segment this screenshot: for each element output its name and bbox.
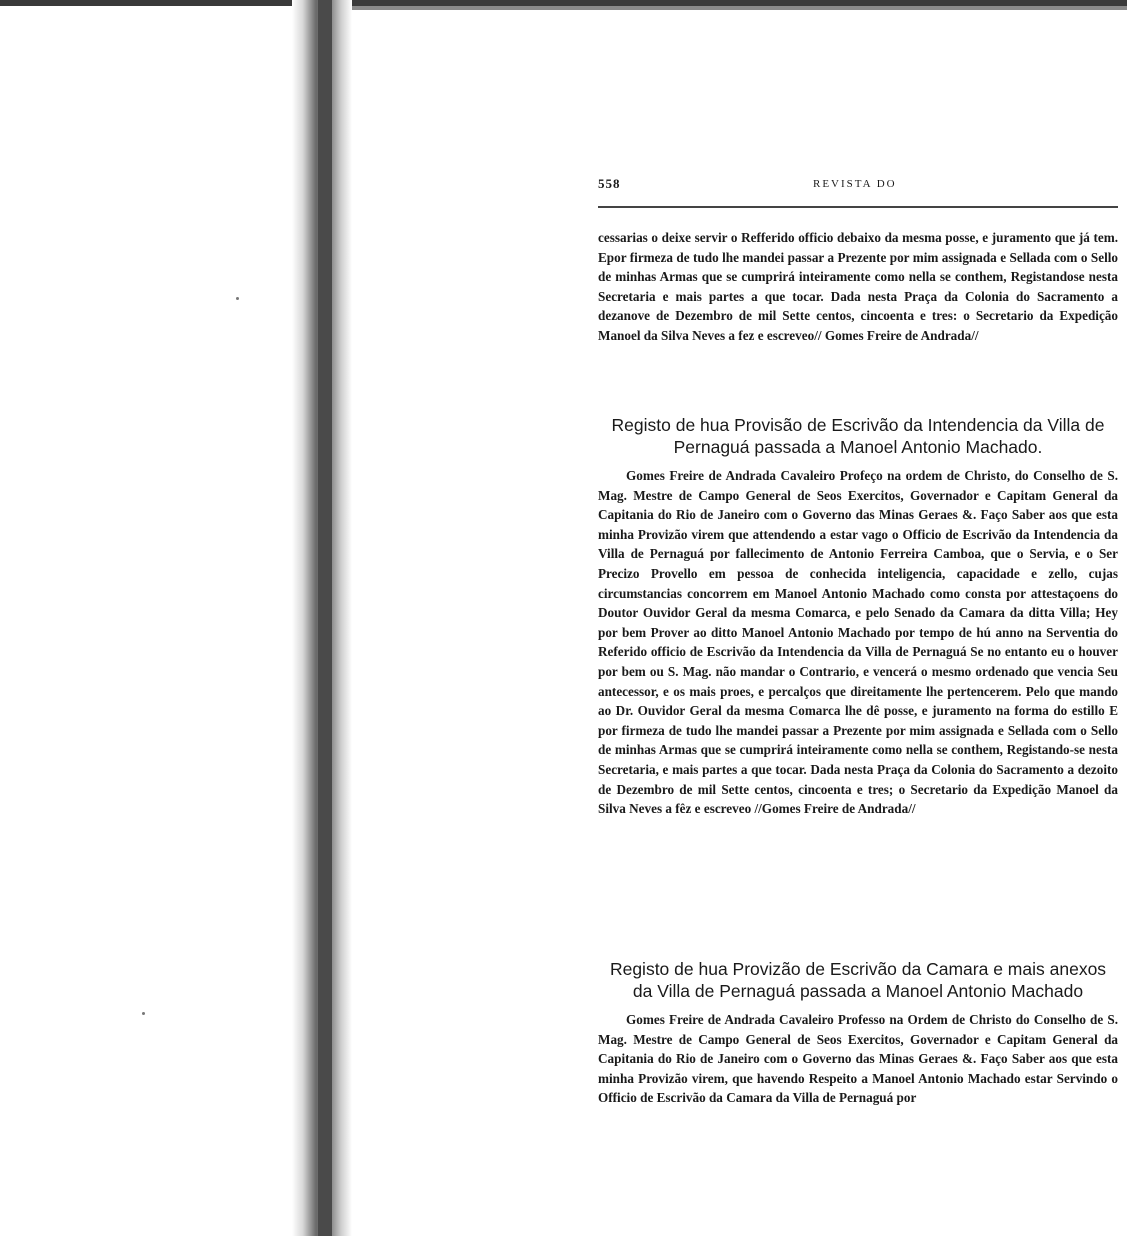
section-body-intendencia: Gomes Freire de Andrada Cavaleiro Profeço na ordem de Christo, do Conselho de S. Mag. Mestre de Campo General de Seos Exercitos, Governador e Capitam General da Capitania do Rio de Janeiro com o Governo das Minas Geraes &. Faço Saber aos que esta minha Provizão virem que attendendo a estar vago o Officio de Escrivão da Intendencia da Villa de Pernaguá por fallecimento de Antonio Ferreira Camboa, que o Servia, e o Ser Precizo Provello em pessoa de conhecida inteligencia, capacidade e zello, cujas circumstancias concorrem em Manoel Antonio Machado como consta por attestaçoens do Doutor Ouvidor Geral da mesma Comarca, e pelo Senado da Camara da ditta Villa; Hey por bem Prover ao ditto Manoel Antonio Machado por tempo de hú anno na Serventia do Referido officio de Escrivão da Intendencia da Villa de Pernaguá Se no entanto eu o houver por bem ou S. Mag. não mandar o Contrario, e vencerá o mesmo ordenado que vencia Seu antecessor, e os mais proes, e percalços que direitamente lhe pertencerem. Pelo que mando ao Dr. Ouvidor Geral da mesma Comarca lhe dê posse, e juramento na forma do estillo E por firmeza de tudo lhe mandei passar a Prezente por mim assignada e Sellada com o Sello de minhas Armas que se cumprirá inteiramente como nella se conthem, Registando-se nesta Secretaria, e mais partes a que tocar. Dada nesta Praça da Colonia do Sacramento a dezoito de Dezembro de mil Sette centos, cincoenta e tres; o Secretario da Expedição Manoel da Silva Neves a fêz e escreveo //Gomes Freire de Andrada// (598, 468, 1118, 817)
header-rule (598, 206, 1118, 208)
continuation-paragraph: cessarias o deixe servir o Refferido officio debaixo da mesma posse, e juramento que já tem. Epor firmeza de tudo lhe mandei passar a Prezente por mim assignada e Sellada com o Sello de minhas Armas que se cumprirá inteiramente como nella se conthem, Registandose nesta Secretaria e mais partes a que tocar. Dada nesta Praça da Colonia do Sacramento a dezanove de Dezembro de mil Sette centos, cincoenta e tres: o Secretario da Expedição Manoel da Silva Neves a fez e escreveo// Gomes Freire de Andrada// (598, 230, 1118, 343)
scan-edge-top-right (330, 6, 1127, 10)
running-head (598, 176, 1118, 198)
book-gutter-core (318, 0, 332, 1236)
section-body-camara: Gomes Freire de Andrada Cavaleiro Professo na Ordem de Christo do Conselho de S. Mag. Mestre de Campo General de Seos Exercitos, Governador e Capitam General da Capitania do Rio de Janeiro com o Governo das Minas Geraes &. Faço Saber aos que esta minha Provizão virem, que havendo Respeito a Manoel Antonio Machado estar Servindo o Officio de Escrivão da Camara da Villa de Pernaguá por (598, 1012, 1118, 1106)
running-head-title: REVISTA DO (813, 178, 897, 190)
section-title-intendencia: Registo de hua Provisão de Escrivão da Intendencia da Villa de Pernaguá passada a Manoel Antonio Machado. (611, 415, 1105, 457)
page-number: 558 (598, 176, 621, 191)
scan-speck (236, 297, 239, 300)
scan-speck (142, 1012, 145, 1015)
section-title-camara: Registo de hua Provizão de Escrivão da Camara e mais anexos da Villa de Pernaguá passada a Manoel Antonio Machado (609, 959, 1107, 1001)
